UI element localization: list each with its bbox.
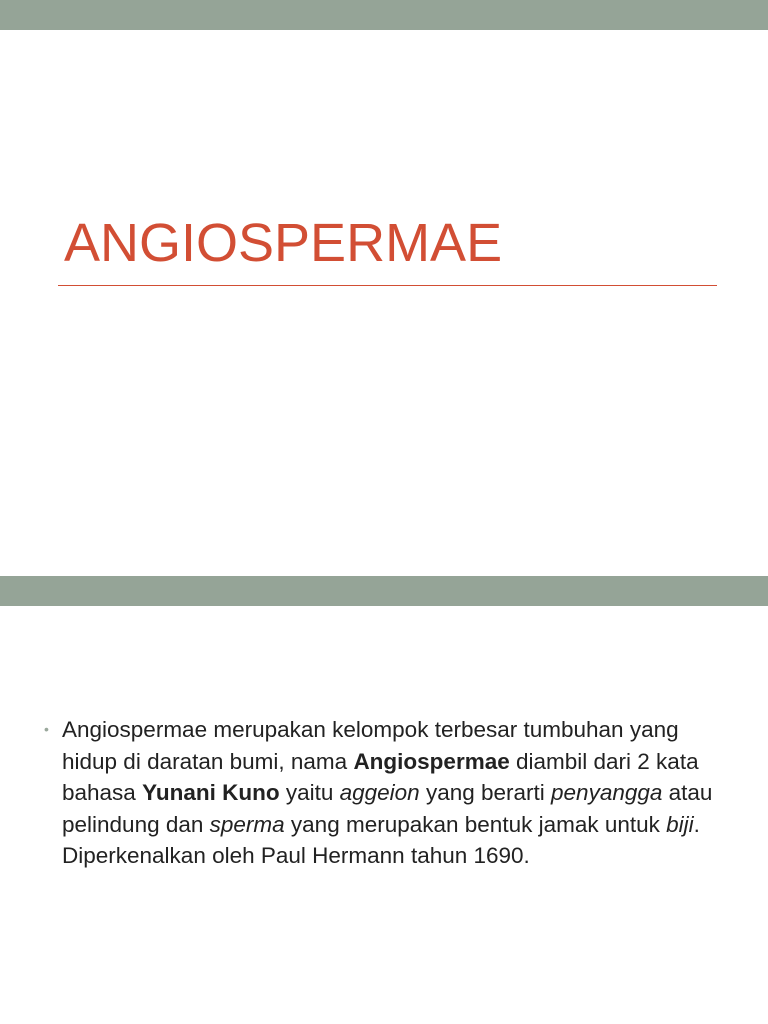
- slide-separator-band: [0, 576, 768, 606]
- bold-term-angiospermae: Angiospermae: [353, 748, 510, 774]
- slide-title: ANGIOSPERMAE: [64, 213, 503, 273]
- bullet-list: [44, 714, 734, 872]
- bullet-paragraph: [62, 714, 734, 872]
- italic-term-biji: biji: [666, 811, 694, 837]
- text-run: atau pelindung dan: [62, 780, 713, 837]
- text-run: Angiospermae merupakan kelompok terbesar tumbuhan yang hidup di daratan bumi, nama: [62, 717, 679, 774]
- slide-top-band: [0, 0, 768, 30]
- title-underline: [58, 285, 717, 286]
- italic-term-sperma: sperma: [209, 811, 285, 837]
- bold-term-yunani-kuno: Yunani Kuno: [142, 780, 280, 805]
- text-run: yaitu: [279, 780, 340, 805]
- text-run: yang berarti: [419, 780, 552, 805]
- text-run: diambil dari 2 kata bahasa: [62, 748, 699, 805]
- bullet-marker: •: [44, 721, 49, 737]
- text-run: yang merupakan bentuk jamak untuk: [284, 811, 667, 837]
- italic-term-penyangga: penyangga: [551, 780, 663, 805]
- italic-term-aggeion: aggeion: [339, 780, 420, 805]
- text-run: . Diperkenalkan oleh Paul Hermann tahun 1690.: [62, 811, 700, 868]
